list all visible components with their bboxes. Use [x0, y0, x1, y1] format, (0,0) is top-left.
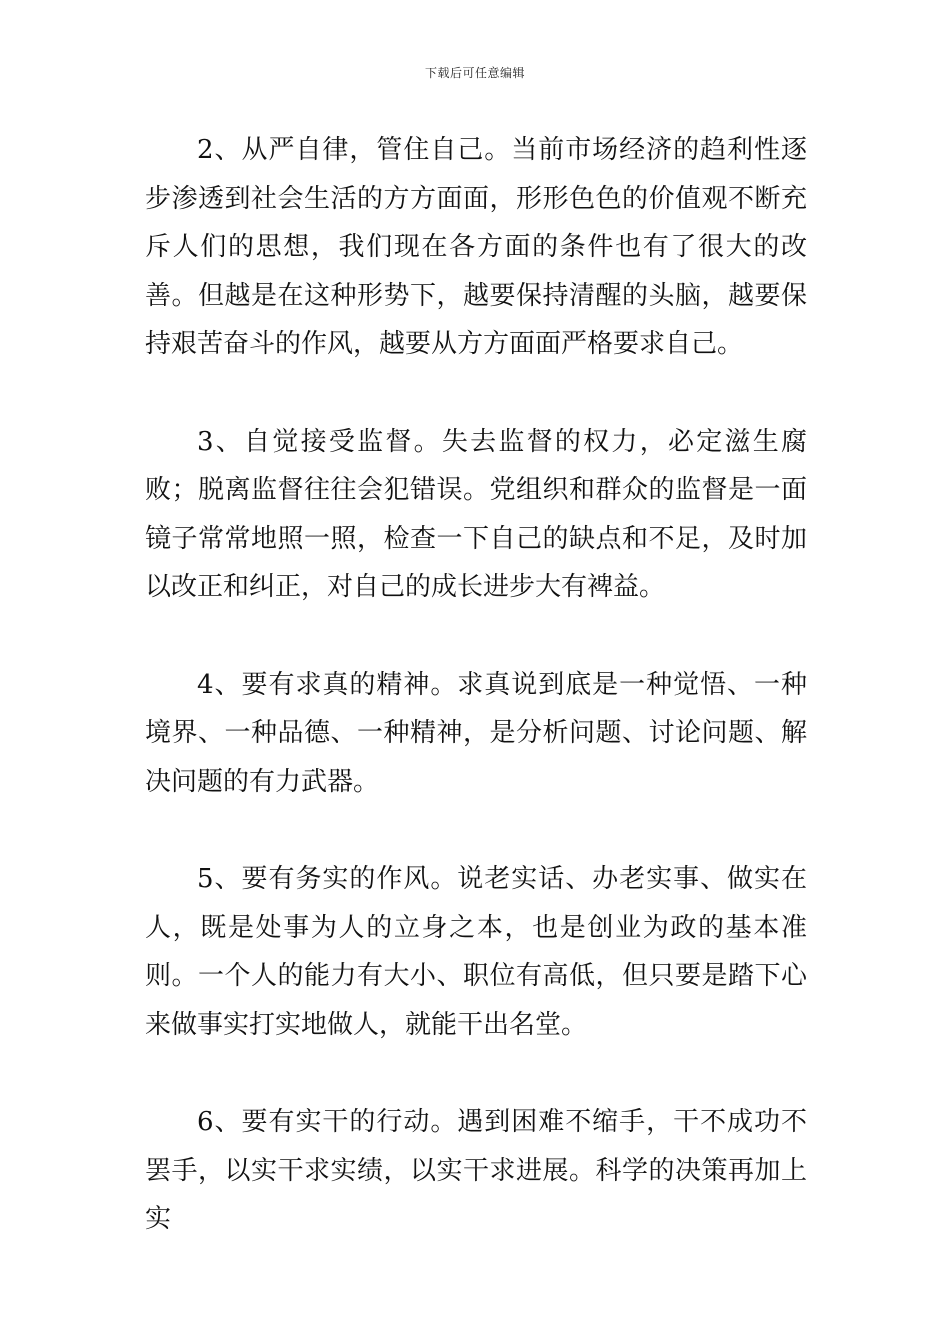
paragraph-2: 2、从严自律，管住自己。当前市场经济的趋利性逐步渗透到社会生活的方方面面，形形色色的价值观不断充斥人们的思想，我们现在各方面的条件也有了很大的改善。但越是在这种形势下，越要保持清醒的头脑，越要保持艰苦奋斗的作风，越要从方方面面严格要求自己。	[145, 135, 807, 359]
document-body	[145, 126, 807, 1293]
paragraph-6: 6、要有实干的行动。遇到困难不缩手，干不成功不罢手，以实干求实绩，以实干求进展。科学的决策再加上实	[145, 1107, 807, 1234]
paragraph-4: 4、要有求真的精神。求真说到底是一种觉悟、一种境界、一种品德、一种精神，是分析问题、讨论问题、解决问题的有力武器。	[145, 669, 807, 797]
page-header: 下载后可任意编辑	[424, 66, 525, 80]
paragraph-5: 5、要有务实的作风。说老实话、办老实事、做实在人，既是处事为人的立身之本，也是创业为政的基本准则。一个人的能力有大小、职位有高低，但只要是踏下心来做事实打实地做人，就能干出名堂。	[145, 864, 807, 1040]
paragraph-3: 3、自觉接受监督。失去监督的权力，必定滋生腐败；脱离监督往往会犯错误。党组织和群众的监督是一面镜子常常地照一照，检查一下自己的缺点和不足，及时加以改正和纠正，对自己的成长进步大有裨益。	[145, 426, 807, 602]
